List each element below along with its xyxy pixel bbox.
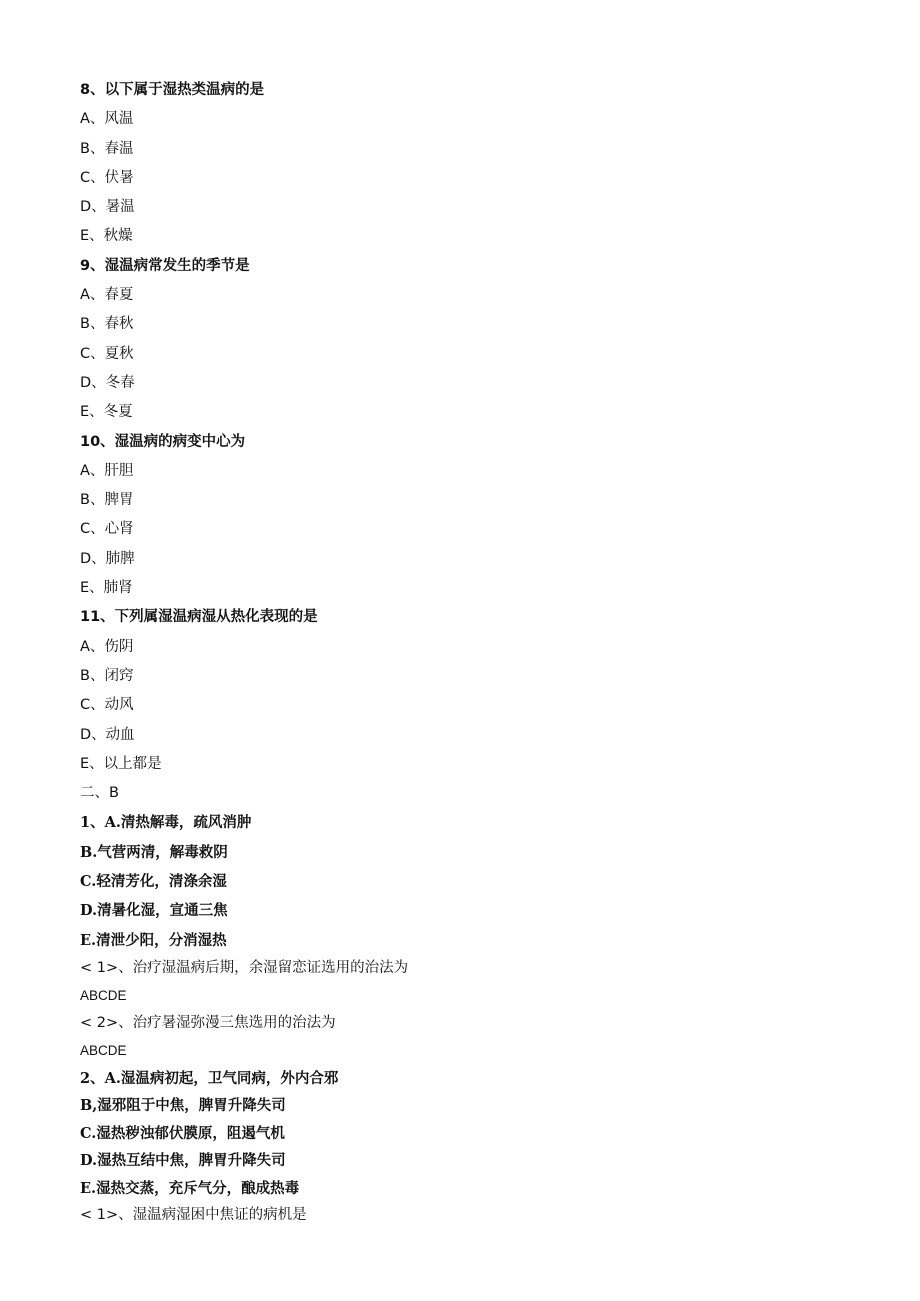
question-11-title: 11、下列属湿温病湿从热化表现的是: [80, 609, 318, 626]
group-2-subquestion-1: < 1>、湿温病湿困中焦证的病机是: [80, 1207, 307, 1224]
question-8-title: 8、以下属于湿热类温病的是: [80, 82, 265, 98]
question-8-option-c: C、伏暑: [80, 169, 134, 186]
group-2-option-e: E.湿热交蒸，充斥气分，酿成热毒: [80, 1179, 300, 1197]
group-1-option-e: E.清泄少阳，分消湿热: [80, 931, 227, 949]
question-9-option-a: A、春夏: [80, 287, 134, 304]
group-1-option-b: B.气营两清，解毒救阴: [80, 843, 228, 861]
group-2-option-c: C.湿热秽浊郁伏膜原，阻遏气机: [80, 1124, 285, 1142]
group-2-option-b: B,湿邪阻于中焦，脾胃升降失司: [80, 1097, 286, 1115]
group-1-subquestion-1-choices: ABCDE: [80, 988, 127, 1004]
question-10-option-d: D、肺脾: [80, 550, 135, 567]
group-1-subquestion-2: < 2>、治疗暑湿弥漫三焦选用的治法为: [80, 1014, 336, 1031]
section-b-heading: 二、B: [80, 785, 119, 802]
question-11-option-c: C、动风: [80, 697, 134, 714]
question-10-option-e: E、肺肾: [80, 580, 133, 597]
question-8-option-a: A、风温: [80, 111, 134, 128]
question-9-option-b: B、春秋: [80, 316, 134, 333]
question-10-title: 10、湿温病的病变中心为: [80, 433, 246, 450]
group-1-option-d: D.清暑化湿，宣通三焦: [80, 902, 228, 920]
group-1-option-c: C.轻清芳化，清涤余湿: [80, 873, 227, 891]
question-11-option-d: D、动血: [80, 726, 135, 743]
group-1-option-a: 1、A.清热解毒，疏风消肿: [80, 814, 252, 832]
question-9-option-e: E、冬夏: [80, 404, 133, 421]
group-1-subquestion-2-choices: ABCDE: [80, 1043, 127, 1059]
question-9-option-d: D、冬春: [80, 374, 135, 391]
group-1-subquestion-1: < 1>、治疗湿温病后期，余湿留恋证选用的治法为: [80, 959, 409, 976]
question-11-option-b: B、闭窍: [80, 667, 134, 684]
question-8-option-b: B、春温: [80, 140, 134, 157]
question-11-option-e: E、以上都是: [80, 755, 162, 772]
question-11-option-a: A、伤阴: [80, 638, 134, 655]
question-8-option-e: E、秋燥: [80, 228, 133, 245]
question-10-option-b: B、脾胃: [80, 492, 134, 509]
document-page: [80, 76, 860, 1230]
question-9-option-c: C、夏秋: [80, 345, 134, 362]
question-9-title: 9、湿温病常发生的季节是: [80, 257, 250, 274]
question-8-option-d: D、暑温: [80, 199, 135, 216]
group-2-option-d: D.湿热互结中焦，脾胃升降失司: [80, 1152, 286, 1170]
question-10-option-a: A、肝胆: [80, 462, 134, 479]
question-10-option-c: C、心肾: [80, 521, 134, 538]
group-2-option-a: 2、A.湿温病初起，卫气同病，外内合邪: [80, 1069, 339, 1087]
